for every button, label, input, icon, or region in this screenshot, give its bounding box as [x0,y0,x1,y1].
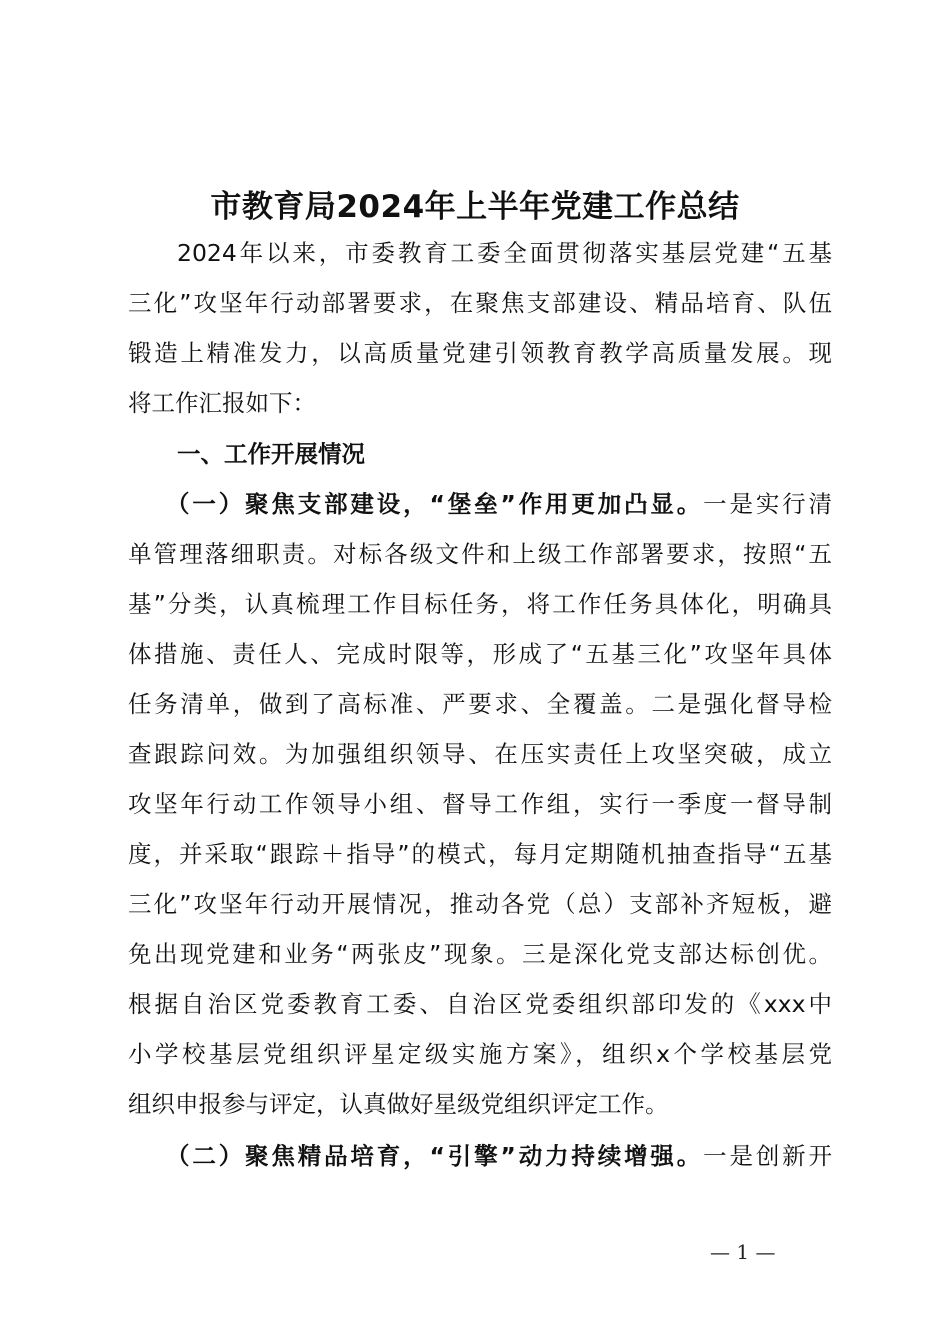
subsection-1-line: 体措施、责任人、完成时限等，形成了“五基三化”攻坚年具体 [128,640,832,668]
subsection-1-line: 组织申报参与评定，认真做好星级党组织评定工作。 [128,1090,669,1118]
intro-line-2: 三化”攻坚年行动部署要求，在聚焦支部建设、精品培育、队伍 [128,289,832,317]
subsection-1-first-line [166,479,832,529]
subsection-1-line: 免出现党建和业务“两张皮”现象。三是深化党支部达标创优。 [128,940,832,968]
subsection-1-line: 攻坚年行动工作领导小组、督导工作组，实行一季度一督导制 [128,790,832,818]
subsection-1-line: 任务清单，做到了高标准、严要求、全覆盖。二是强化督导检 [128,690,832,718]
page-number: — 1 — [710,1240,776,1264]
subsection-1-line: 查跟踪问效。为加强组织领导、在压实责任上攻坚突破，成立 [128,740,832,768]
subsection-2-first-tail: 一是创新开 [703,1142,833,1170]
subsection-1-first-tail: 一是实行清 [703,490,833,518]
subsection-1-line: 单管理落细职责。对标各级文件和上级工作部署要求，按照“五 [128,540,832,568]
document-title: 市教育局2024年上半年党建工作总结 [210,189,740,225]
intro-line-3: 锻造上精准发力，以高质量党建引领教育教学高质量发展。现 [128,339,832,367]
subsection-1-heading: （一）聚焦支部建设，“堡垒”作用更加凸显。 [166,490,704,518]
subsection-1-line: 基”分类，认真梳理工作目标任务，将工作任务具体化，明确具 [128,590,832,618]
subsection-1-line: 根据自治区党委教育工委、自治区党委组织部印发的《xxx中 [128,990,832,1018]
subsection-1-line: 小学校基层党组织评星定级实施方案》，组织x个学校基层党 [128,1040,832,1068]
intro-line-4: 将工作汇报如下： [128,389,316,417]
subsection-2-heading: （二）聚焦精品培育，“引擎”动力持续增强。 [166,1142,704,1170]
intro-line-1: 2024年以来，市委教育工委全面贯彻落实基层党建“五基 [177,239,832,267]
subsection-2-first-line [166,1131,832,1181]
section-heading: 一、工作开展情况 [177,440,365,468]
subsection-1-line: 度，并采取“跟踪＋指导”的模式，每月定期随机抽查指导“五基 [128,840,832,868]
subsection-1-line: 三化”攻坚年行动开展情况，推动各党（总）支部补齐短板，避 [128,890,832,918]
